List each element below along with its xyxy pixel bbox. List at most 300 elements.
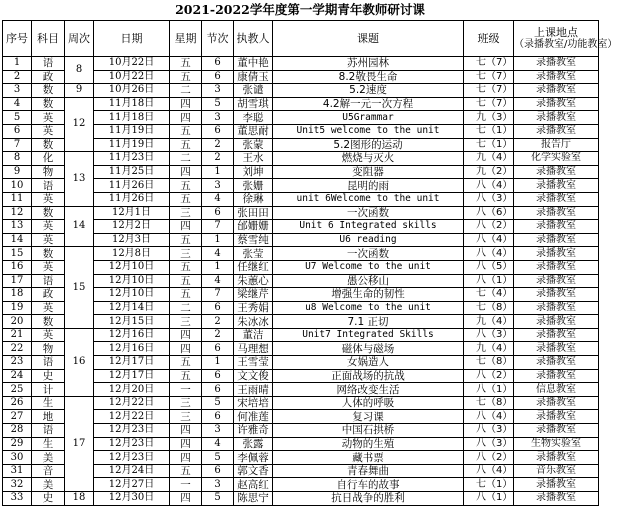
cell-topic: U5Grammar: [273, 111, 464, 125]
cell-class: 七（4）: [464, 288, 514, 302]
cell-date: 12月1日: [94, 206, 170, 220]
header-date: 日期: [94, 21, 170, 57]
cell-location: 录播教室: [514, 70, 599, 84]
cell-class: 七（7）: [464, 57, 514, 71]
cell-class: 八（1）: [464, 492, 514, 506]
cell-location: 录播教室: [514, 111, 599, 125]
cell-period: 6: [202, 124, 234, 138]
cell-period: 4: [202, 437, 234, 451]
cell-date: 12月22日: [94, 410, 170, 424]
cell-topic: 人体的呼吸: [273, 396, 464, 410]
cell-topic: 7.1 正切: [273, 315, 464, 329]
header-class: 班级: [464, 21, 514, 57]
cell-weekday: 四: [170, 328, 202, 342]
header-location-line2: （录播教室/功能教室）: [514, 38, 617, 50]
cell-teacher: 张田田: [234, 206, 273, 220]
cell-weekday: 一: [170, 383, 202, 397]
cell-date: 10月22日: [94, 70, 170, 84]
cell-weekday: 五: [170, 260, 202, 274]
cell-weekday: 三: [170, 315, 202, 329]
cell-class: 八（5）: [464, 260, 514, 274]
cell-teacher: 王雪莹: [234, 356, 273, 370]
cell-location: 录播教室: [514, 478, 599, 492]
cell-week: 17: [65, 396, 94, 491]
cell-weekday: 五: [170, 356, 202, 370]
cell-class: 八（3）: [464, 328, 514, 342]
cell-period: 6: [202, 383, 234, 397]
cell-weekday: 一: [170, 478, 202, 492]
cell-location: 录播教室: [514, 165, 599, 179]
cell-weekday: 二: [170, 84, 202, 98]
cell-topic: 5.2速度: [273, 84, 464, 98]
cell-subject: 英: [32, 220, 65, 234]
cell-date: 12月17日: [94, 369, 170, 383]
cell-no: 7: [3, 138, 32, 152]
cell-teacher: 康倩玉: [234, 70, 273, 84]
cell-period: 1: [202, 233, 234, 247]
cell-class: 八（4）: [464, 410, 514, 424]
cell-weekday: 五: [170, 233, 202, 247]
header-weekday: 星期: [170, 21, 202, 57]
cell-teacher: 何准莲: [234, 410, 273, 424]
cell-period: 6: [202, 206, 234, 220]
header-teacher: 执教人: [234, 21, 273, 57]
cell-class: 七（8）: [464, 396, 514, 410]
cell-period: 6: [202, 369, 234, 383]
cell-class: 八（6）: [464, 206, 514, 220]
cell-date: 12月23日: [94, 451, 170, 465]
cell-no: 1: [3, 57, 32, 71]
cell-weekday: 三: [170, 410, 202, 424]
cell-topic: 动物的生殖: [273, 437, 464, 451]
cell-no: 32: [3, 478, 32, 492]
cell-location: 录播教室: [514, 288, 599, 302]
cell-weekday: 五: [170, 124, 202, 138]
cell-period: 3: [202, 179, 234, 193]
cell-weekday: 四: [170, 111, 202, 125]
cell-date: 11月19日: [94, 138, 170, 152]
cell-teacher: 张谴: [234, 84, 273, 98]
cell-location: 录播教室: [514, 57, 599, 71]
cell-date: 12月17日: [94, 356, 170, 370]
header-no: 序号: [3, 21, 32, 57]
cell-topic: Unit7 Integrated Skills: [273, 328, 464, 342]
cell-period: 6: [202, 57, 234, 71]
cell-topic: 女娲造人: [273, 356, 464, 370]
cell-class: 八（4）: [464, 464, 514, 478]
cell-class: 八（3）: [464, 192, 514, 206]
header-row: [3, 21, 599, 57]
cell-subject: 英: [32, 233, 65, 247]
cell-location: 录播教室: [514, 97, 599, 111]
cell-no: 5: [3, 111, 32, 125]
cell-period: 1: [202, 356, 234, 370]
cell-teacher: 马理想: [234, 342, 273, 356]
cell-class: 七（1）: [464, 138, 514, 152]
cell-date: 12月22日: [94, 396, 170, 410]
table-row: [3, 396, 599, 410]
cell-class: 八（1）: [464, 274, 514, 288]
cell-location: 录播教室: [514, 451, 599, 465]
cell-teacher: 许雅奇: [234, 424, 273, 438]
cell-class: 八（3）: [464, 437, 514, 451]
cell-period: 4: [202, 192, 234, 206]
table-row: [3, 328, 599, 342]
cell-topic: u8 Welcome to the unit: [273, 301, 464, 315]
cell-topic: 青春舞曲: [273, 464, 464, 478]
cell-no: 23: [3, 356, 32, 370]
cell-location: 录播教室: [514, 396, 599, 410]
cell-period: 2: [202, 328, 234, 342]
cell-topic: 苏州园林: [273, 57, 464, 71]
table-row: [3, 97, 599, 111]
table-row: [3, 84, 599, 98]
cell-period: 7: [202, 288, 234, 302]
cell-date: 12月24日: [94, 464, 170, 478]
cell-teacher: 董中艳: [234, 57, 273, 71]
cell-period: 2: [202, 138, 234, 152]
cell-topic: 磁体与磁场: [273, 342, 464, 356]
cell-period: 6: [202, 70, 234, 84]
cell-no: 31: [3, 464, 32, 478]
cell-weekday: 二: [170, 152, 202, 166]
cell-subject: 地: [32, 410, 65, 424]
cell-date: 11月23日: [94, 152, 170, 166]
cell-topic: 中国石拱桥: [273, 424, 464, 438]
cell-no: 2: [3, 70, 32, 84]
cell-period: 5: [202, 396, 234, 410]
cell-class: 七（7）: [464, 70, 514, 84]
cell-topic: 4.2解一元一次方程: [273, 97, 464, 111]
cell-period: 5: [202, 492, 234, 506]
cell-teacher: 王雨晴: [234, 383, 273, 397]
cell-topic: 愚公移山: [273, 274, 464, 288]
cell-weekday: 三: [170, 247, 202, 261]
cell-date: 12月10日: [94, 288, 170, 302]
cell-period: 3: [202, 111, 234, 125]
cell-weekday: 五: [170, 464, 202, 478]
cell-week: 16: [65, 328, 94, 396]
cell-no: 22: [3, 342, 32, 356]
cell-date: 12月8日: [94, 247, 170, 261]
cell-no: 17: [3, 274, 32, 288]
cell-class: 九（4）: [464, 342, 514, 356]
cell-no: 30: [3, 451, 32, 465]
cell-topic: 网络改变生活: [273, 383, 464, 397]
cell-class: 八（2）: [464, 220, 514, 234]
cell-week: 15: [65, 247, 94, 329]
cell-topic: 8.2敬畏生命: [273, 70, 464, 84]
header-location-line1: 上课地点: [534, 25, 578, 39]
cell-location: 录播教室: [514, 206, 599, 220]
cell-topic: 自行车的故事: [273, 478, 464, 492]
cell-date: 12月16日: [94, 328, 170, 342]
cell-week: 18: [65, 492, 94, 506]
cell-no: 26: [3, 396, 32, 410]
cell-period: 1: [202, 165, 234, 179]
cell-class: 九（4）: [464, 152, 514, 166]
cell-location: 录播教室: [514, 410, 599, 424]
cell-period: 3: [202, 424, 234, 438]
cell-period: 6: [202, 342, 234, 356]
cell-weekday: 五: [170, 192, 202, 206]
cell-teacher: 王秀娟: [234, 301, 273, 315]
cell-date: 11月18日: [94, 97, 170, 111]
cell-location: 录播教室: [514, 301, 599, 315]
cell-location: 音乐教室: [514, 464, 599, 478]
cell-teacher: 朱蕙心: [234, 274, 273, 288]
cell-no: 14: [3, 233, 32, 247]
table-row: [3, 152, 599, 166]
cell-week: 13: [65, 152, 94, 206]
cell-topic: 昆明的雨: [273, 179, 464, 193]
cell-no: 33: [3, 492, 32, 506]
cell-no: 10: [3, 179, 32, 193]
cell-topic: 一次函数: [273, 247, 464, 261]
cell-teacher: 李佩蓉: [234, 451, 273, 465]
cell-class: 七（7）: [464, 97, 514, 111]
cell-location: 报告厅: [514, 138, 599, 152]
cell-no: 25: [3, 383, 32, 397]
cell-subject: 数: [32, 315, 65, 329]
cell-topic: Unit 6 Integrated skills: [273, 220, 464, 234]
cell-location: 生物实验室: [514, 437, 599, 451]
cell-topic: 燃烧与灭火: [273, 152, 464, 166]
cell-date: 12月2日: [94, 220, 170, 234]
cell-location: 录播教室: [514, 84, 599, 98]
header-period: 节次: [202, 21, 234, 57]
cell-no: 12: [3, 206, 32, 220]
cell-date: 12月30日: [94, 492, 170, 506]
cell-class: 八（2）: [464, 369, 514, 383]
cell-period: 5: [202, 97, 234, 111]
cell-subject: 英: [32, 328, 65, 342]
cell-no: 27: [3, 410, 32, 424]
cell-class: 八（3）: [464, 424, 514, 438]
cell-location: 录播教室: [514, 274, 599, 288]
cell-weekday: 四: [170, 342, 202, 356]
cell-no: 6: [3, 124, 32, 138]
cell-teacher: 陈思宁: [234, 492, 273, 506]
cell-teacher: 朱冰冰: [234, 315, 273, 329]
cell-topic: unit 6Welcome to the unit: [273, 192, 464, 206]
cell-teacher: 张姗: [234, 179, 273, 193]
cell-weekday: 五: [170, 138, 202, 152]
cell-weekday: 四: [170, 220, 202, 234]
cell-location: 录播教室: [514, 220, 599, 234]
cell-subject: 英: [32, 260, 65, 274]
cell-no: 20: [3, 315, 32, 329]
cell-date: 12月23日: [94, 437, 170, 451]
header-topic: 课题: [273, 21, 464, 57]
cell-teacher: 文文俊: [234, 369, 273, 383]
cell-period: 3: [202, 478, 234, 492]
cell-location: 录播教室: [514, 356, 599, 370]
page-title: 2021-2022学年度第一学期青年教师研讨课: [175, 2, 425, 17]
cell-period: 3: [202, 84, 234, 98]
cell-teacher: 邰姗姗: [234, 220, 273, 234]
cell-subject: 数: [32, 247, 65, 261]
cell-subject: 物: [32, 342, 65, 356]
cell-location: 信息教室: [514, 383, 599, 397]
cell-subject: 物: [32, 165, 65, 179]
cell-date: 10月26日: [94, 84, 170, 98]
cell-location: 录播教室: [514, 124, 599, 138]
cell-date: 12月23日: [94, 424, 170, 438]
cell-week: 8: [65, 57, 94, 84]
cell-period: 2: [202, 152, 234, 166]
cell-teacher: 刘坤: [234, 165, 273, 179]
cell-subject: 政: [32, 70, 65, 84]
cell-period: 4: [202, 274, 234, 288]
cell-period: 1: [202, 260, 234, 274]
cell-class: 七（1）: [464, 478, 514, 492]
cell-subject: 生: [32, 396, 65, 410]
cell-subject: 史: [32, 492, 65, 506]
cell-date: 12月3日: [94, 233, 170, 247]
cell-subject: 音: [32, 464, 65, 478]
cell-subject: 语: [32, 424, 65, 438]
cell-subject: 数: [32, 97, 65, 111]
header-location: [514, 21, 617, 57]
cell-topic: 正面战场的抗战: [273, 369, 464, 383]
cell-weekday: 三: [170, 206, 202, 220]
cell-subject: 数: [32, 84, 65, 98]
cell-subject: 英: [32, 124, 65, 138]
cell-teacher: 张莹: [234, 247, 273, 261]
cell-location: 化学实验室: [514, 152, 599, 166]
cell-date: 11月18日: [94, 111, 170, 125]
cell-period: 6: [202, 410, 234, 424]
cell-period: 6: [202, 301, 234, 315]
cell-date: 12月10日: [94, 260, 170, 274]
cell-date: 11月25日: [94, 165, 170, 179]
cell-location: 录播教室: [514, 328, 599, 342]
header-week: 周次: [65, 21, 94, 57]
cell-weekday: 五: [170, 369, 202, 383]
cell-date: 12月10日: [94, 274, 170, 288]
cell-subject: 史: [32, 369, 65, 383]
cell-no: 24: [3, 369, 32, 383]
cell-date: 11月19日: [94, 124, 170, 138]
cell-teacher: 胡雪琪: [234, 97, 273, 111]
cell-subject: 生: [32, 437, 65, 451]
cell-weekday: 四: [170, 451, 202, 465]
table-row: [3, 57, 599, 71]
cell-location: 录播教室: [514, 424, 599, 438]
cell-location: 录播教室: [514, 315, 599, 329]
cell-location: 录播教室: [514, 260, 599, 274]
cell-no: 29: [3, 437, 32, 451]
cell-weekday: 三: [170, 396, 202, 410]
cell-class: 七（8）: [464, 301, 514, 315]
header-subject: 科目: [32, 21, 65, 57]
schedule-table: [2, 20, 617, 506]
cell-class: 八（1）: [464, 383, 514, 397]
table-row: [3, 206, 599, 220]
cell-no: 9: [3, 165, 32, 179]
cell-subject: 数: [32, 206, 65, 220]
cell-class: 九（2）: [464, 165, 514, 179]
cell-weekday: 五: [170, 70, 202, 84]
cell-location: 录播教室: [514, 492, 599, 506]
cell-week: 9: [65, 84, 94, 98]
cell-no: 8: [3, 152, 32, 166]
cell-topic: 变阻器: [273, 165, 464, 179]
cell-teacher: 任继红: [234, 260, 273, 274]
cell-subject: 美: [32, 478, 65, 492]
cell-topic: 一次函数: [273, 206, 464, 220]
cell-subject: 英: [32, 192, 65, 206]
cell-weekday: 五: [170, 179, 202, 193]
cell-teacher: 董思耐: [234, 124, 273, 138]
cell-subject: 计: [32, 383, 65, 397]
cell-week: 12: [65, 97, 94, 151]
cell-week: 14: [65, 206, 94, 247]
cell-teacher: 徐琳: [234, 192, 273, 206]
cell-teacher: 宋培培: [234, 396, 273, 410]
cell-topic: U7 Welcome to the unit: [273, 260, 464, 274]
cell-weekday: 二: [170, 301, 202, 315]
cell-weekday: 五: [170, 274, 202, 288]
cell-teacher: 赵高红: [234, 478, 273, 492]
cell-subject: 语: [32, 179, 65, 193]
cell-class: 八（2）: [464, 451, 514, 465]
cell-class: 七（1）: [464, 124, 514, 138]
cell-topic: Unit5 welcome to the unit: [273, 124, 464, 138]
cell-class: 七（8）: [464, 356, 514, 370]
cell-period: 6: [202, 464, 234, 478]
cell-weekday: 四: [170, 492, 202, 506]
cell-no: 3: [3, 84, 32, 98]
cell-weekday: 四: [170, 424, 202, 438]
cell-subject: 英: [32, 111, 65, 125]
cell-weekday: 四: [170, 165, 202, 179]
cell-subject: 语: [32, 356, 65, 370]
cell-date: 10月22日: [94, 57, 170, 71]
cell-class: 九（4）: [464, 315, 514, 329]
table-body: [3, 57, 599, 506]
cell-date: 12月14日: [94, 301, 170, 315]
cell-date: 12月15日: [94, 315, 170, 329]
table-row: [3, 247, 599, 261]
cell-class: 八（4）: [464, 233, 514, 247]
cell-date: 12月16日: [94, 342, 170, 356]
cell-teacher: 蔡雪纯: [234, 233, 273, 247]
cell-location: 录播教室: [514, 179, 599, 193]
cell-period: 5: [202, 451, 234, 465]
cell-class: 七（7）: [464, 84, 514, 98]
cell-subject: 化: [32, 152, 65, 166]
table-row: [3, 492, 599, 506]
cell-no: 15: [3, 247, 32, 261]
cell-weekday: 五: [170, 57, 202, 71]
cell-date: 12月27日: [94, 478, 170, 492]
cell-subject: 语: [32, 274, 65, 288]
cell-no: 19: [3, 301, 32, 315]
cell-no: 4: [3, 97, 32, 111]
cell-teacher: 张蒙: [234, 138, 273, 152]
cell-topic: 5.2图形的运动: [273, 138, 464, 152]
cell-class: 八（4）: [464, 247, 514, 261]
cell-no: 18: [3, 288, 32, 302]
cell-teacher: 张露: [234, 437, 273, 451]
cell-no: 11: [3, 192, 32, 206]
cell-subject: 语: [32, 57, 65, 71]
cell-no: 21: [3, 328, 32, 342]
cell-location: 录播教室: [514, 233, 599, 247]
cell-weekday: 四: [170, 97, 202, 111]
